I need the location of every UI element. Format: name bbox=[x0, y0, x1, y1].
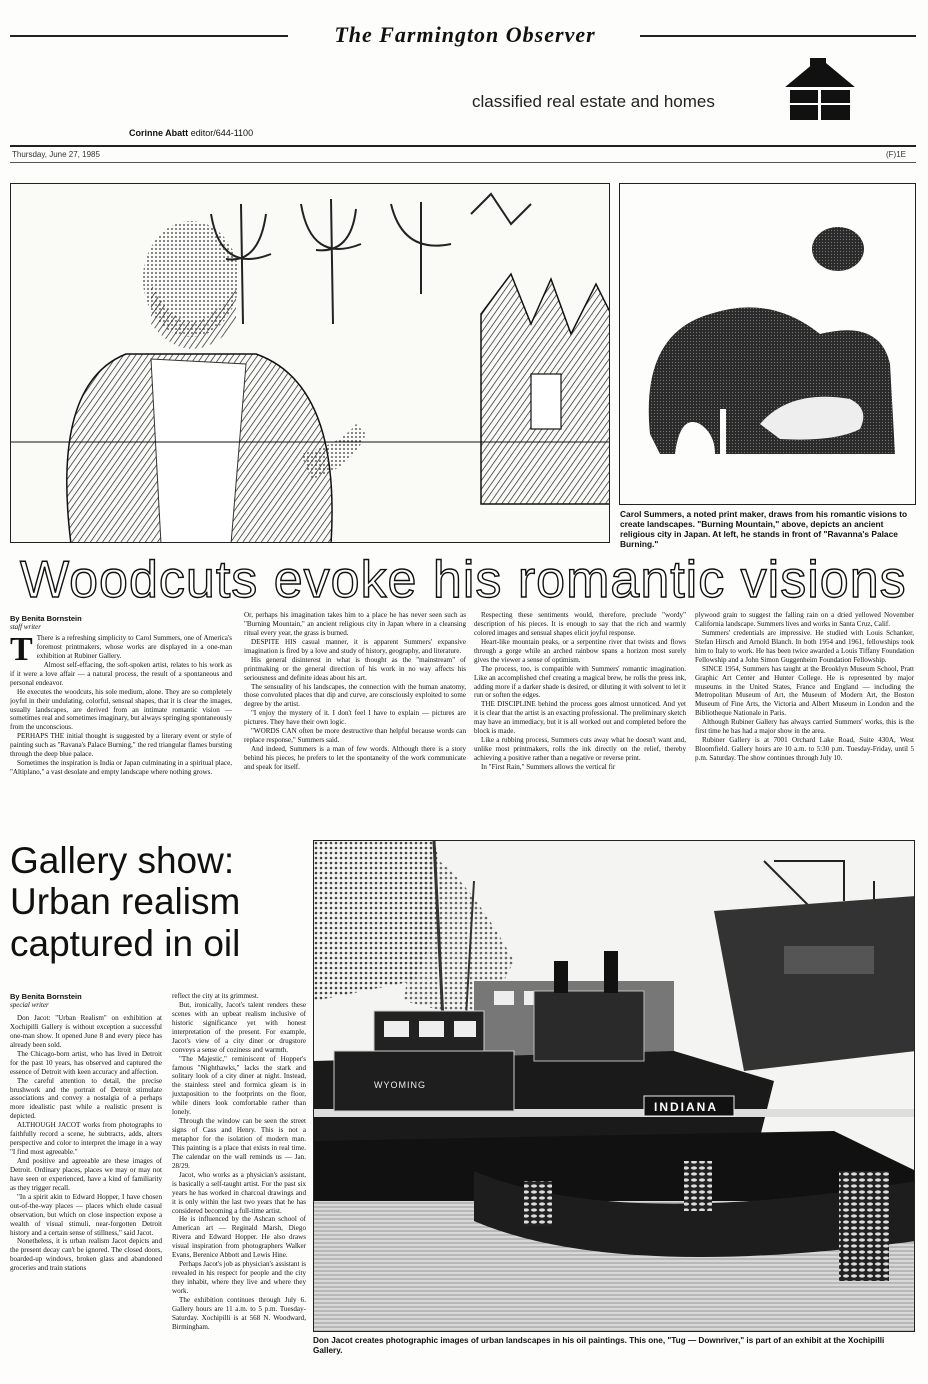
dateline-page: (F)1E bbox=[886, 150, 906, 159]
paragraph: Don Jacot: "Urban Realism" on exhibition at Xochipilli Gallery is without exception a successful one-man show. It opened June 8 and every piece has already been sold. bbox=[10, 1014, 162, 1049]
paragraph: reflect the city at its grimmest. bbox=[172, 992, 259, 1000]
paragraph: But, ironically, Jacot's talent renders these scenes with an upbeat realism inclusive of historic significance yet with honest interpretation of the present. For example, Jacot's view of a city diner or drugstore conveys a sense of coziness and warmth. bbox=[172, 1000, 306, 1054]
story1-headline: Woodcuts evoke his romantic visions bbox=[20, 551, 907, 609]
paragraph: Respecting these sentiments would, therefore, preclude "wordy" description of his pieces. It is enough to say that the rich and warmly colored images and sensual shapes elicit joyful response. bbox=[474, 611, 686, 637]
paragraph: Rubiner Gallery is at 7001 Orchard Lake Road, Suite 430A, West Bloomfield. Gallery hours are 10 a.m. to 5:30 p.m. Tuesday-Friday, until 5 p.m. Saturday. The show continues through July 10. bbox=[695, 736, 914, 762]
photo-caption-1: Carol Summers, a noted print maker, draws from his romantic visions to create landscapes. "Burning Mountain," above, depicts an ancient religious city in Japan. At left, he stands in front of "Ravanna's Palace Burning." bbox=[620, 509, 908, 549]
paragraph: THE DISCIPLINE behind the process goes almost unnoticed. And yet it is clear that the artist is an exacting professional. The preliminary sketch may have an immediacy, but it is all worked out and completed before the block is made. bbox=[474, 700, 686, 736]
paragraph: And positive and agreeable are these images of Detroit. Ordinary places, places we may or may not have seen or experienced, have a kind of familiarity as they trigger recall. bbox=[10, 1157, 162, 1192]
artist-photo bbox=[10, 183, 610, 543]
paragraph: "I enjoy the mystery of it. I don't feel I have to explain — pictures are pictures. They have their own logic. bbox=[244, 709, 466, 727]
paragraph: His general disinterest in what is thought as the "mainstream" of printmaking or the general direction of his work in no way affects his seriousness and definite ideas about his art. bbox=[244, 655, 466, 682]
paragraph: ALTHOUGH JACOT works from photographs to faithfully record a scene, he subtracts, adds, alters perspective and color to interpret the image in a way "I find most agreeable." bbox=[10, 1121, 162, 1157]
paragraph: DESPITE HIS casual manner, it is apparent Summers' expansive imagination is fired by a love and study of history, geography, and literature. bbox=[244, 637, 466, 655]
tugboat-painting bbox=[313, 840, 915, 1332]
paragraph: Heart-like mountain peaks, or a serpentine river that twists and flows through a gorge while an arched rainbow spans a horizon most surely gives the viewer a sense of optimism. bbox=[474, 637, 686, 664]
story2-byline: By Benita Bornstein bbox=[10, 992, 82, 1001]
masthead-title: The Farmington Observer bbox=[334, 22, 596, 47]
dropcap: T bbox=[10, 634, 33, 668]
editor-name: Corinne Abatt bbox=[129, 128, 189, 138]
burning-mountain-drawing bbox=[620, 184, 916, 505]
editor-contact: editor/644-1100 bbox=[190, 128, 254, 138]
section-rule bbox=[10, 145, 916, 147]
paragraph: Although Rubiner Gallery has always carried Summers' works, this is the first time he has had a major show in the area. bbox=[695, 718, 914, 736]
headline-line: captured in oil bbox=[10, 922, 241, 964]
paragraph: The careful attention to detail, the precise brushwork and the portrait of Detroit stimulate associations and convey a nostalgia of a perhaps more idealistic past while a realistic present is depicted. bbox=[10, 1076, 162, 1121]
paragraph: "WORDS CAN often be more destructive than helpful because words can replace response," Summers said. bbox=[244, 727, 466, 745]
house-icon bbox=[780, 52, 860, 124]
story1-column-4 bbox=[695, 611, 914, 839]
paragraph: Summers' credentials are impressive. He studied with Louis Schanker, Stefan Hirsch and Arnold Blanch. In both 1954 and 1961, fellowships took him to Italy to work. He has been twice awarded a Louis Tiffany Foundation Fellowship and a John Simon Guggenheim Foundation Fellowship. bbox=[695, 628, 914, 664]
paragraph: There is a refreshing simplicity to Carol Summers, one of America's foremost printmakers, whose works are displayed in a one-man exhibition at Rubiner Gallery. bbox=[36, 634, 232, 660]
paragraph: Sometimes the inspiration is India or Japan culminating in a spiritual place, "Altiplano," a vast desolate and empty landscape where nothing grows. bbox=[10, 759, 232, 777]
paragraph: Or, perhaps his imagination takes him to a place he has never seen such as "Burning Mountain," an ancient religious city in Japan where in a cleansing ritual every year, the grass is burned. bbox=[244, 611, 466, 637]
paragraph: "In a spirit akin to Edward Hopper, I have chosen out-of-the-way places — places which elude casual observation, but which on close inspection expose a wealth of visual stimuli, near-forgotten Detroit history and a certain sense of stillness," said Jacot. bbox=[10, 1192, 162, 1237]
story1-column-1 bbox=[10, 634, 232, 839]
story1-byline-block bbox=[10, 614, 230, 631]
paragraph: The exhibition continues through July 6. Gallery hours are 11 a.m. to 5 p.m. Tuesday-Saturday. Xochipilli is at 568 N. Woodward, Birmingham. bbox=[172, 1295, 306, 1331]
boat-name-indiana: INDIANA bbox=[654, 1100, 718, 1114]
story2-column-1 bbox=[10, 1014, 162, 1362]
burning-mountain-print bbox=[619, 183, 916, 505]
paragraph: The process, too, is compatible with Summers' romantic imagination. Like an accomplished chef creating a magical brew, he rolls the press ink, adding more if a darker shade is desired, or diluting it with solvent to let it run or soften the edges. bbox=[474, 664, 686, 700]
tugboat-painting-drawing bbox=[314, 841, 915, 1332]
paragraph: In "First Rain," Summers allows the vertical fir bbox=[481, 762, 616, 771]
paragraph: plywood grain to suggest the falling rain on a dried yellowed November California landscape. Summers lives and works in Santa Cruz, Calif. bbox=[695, 611, 914, 628]
story2-headline bbox=[10, 840, 310, 964]
dateline-date: Thursday, June 27, 1985 bbox=[12, 150, 100, 159]
editor-line bbox=[129, 128, 253, 138]
paragraph: Nonetheless, it is urban realism Jacot depicts and the present decay can't be ignored. The closed doors, boarded-up windows, broken glass and abandoned groceries and train stations bbox=[10, 1237, 162, 1273]
paragraph: Perhaps Jacot's job as physician's assistant is revealed in his respect for people and the city they inhabit, where they live and where they work. bbox=[172, 1260, 306, 1295]
paragraph: The sensuality of his landscapes, the connection with the human anatomy, those convoluted places that dip and curve, are consciously exploited to some degree by the artist. bbox=[244, 682, 466, 709]
paragraph: PERHAPS THE initial thought is suggested by a literary event or style of painting such as "Ravana's Palace Burning," the red triangular flames bursting through the deep blue palace. bbox=[10, 732, 232, 759]
headline-line: Urban realism bbox=[10, 881, 241, 923]
paragraph: He is influenced by the Ashcan school of American art — Reginald Marsh, Diego Rivera and Edward Hopper. He also draws visual inspiration from photographers Walker Evans, Berenice Abbott and Lewis Hine. bbox=[172, 1215, 306, 1260]
story1-column-3 bbox=[474, 611, 686, 839]
date-rule bbox=[10, 162, 916, 163]
paragraph: "The Majestic," reminiscent of Hopper's famous "Nighthawks," lacks the stark and solitary look of a city diner at night. Instead, the stainless steel and formica gleam is in juxtaposition to the footprints on the floor, while diners look comfortable rather than lonely. bbox=[172, 1054, 306, 1117]
boat-name-wyoming: WYOMING bbox=[374, 1080, 426, 1090]
photo-caption-2: Don Jacot creates photographic images of urban landscapes in his oil paintings. This one, "Tug — Downriver," is part of an exhibit at the Xochipilli Gallery. bbox=[313, 1336, 885, 1355]
story1-byline: By Benita Bornstein bbox=[10, 614, 82, 623]
masthead-rule-right bbox=[640, 35, 916, 37]
headline-line: Gallery show: bbox=[10, 840, 235, 881]
masthead-rule-left bbox=[10, 35, 288, 37]
story2-byline-block bbox=[10, 992, 170, 1009]
artist-photo-drawing bbox=[11, 184, 610, 543]
paragraph: Jacot, who works as a physician's assistant, is basically a self-taught artist. For the past six years he has worked in charcoal drawings and it is only within the last two years that he has considered becoming a full-time artist. bbox=[172, 1170, 306, 1215]
story2-role: special writer bbox=[10, 1001, 49, 1009]
paragraph: And indeed, Summers is a man of few words. Although there is a story behind his pieces, he prefers to let the spontaneity of the work communicate and speak for itself. bbox=[244, 745, 466, 771]
paragraph: SINCE 1954, Summers has taught at the Brooklyn Museum School, Pratt Graphic Art Center and Hunter College. He is represented by major museums in the United States, France and England — including the Metropolitan Museum of Art, the Museum of Modern Art, the Boston Museum of Fine Arts, the Victoria and Albert Museum in London and the Bibliotheque Nationale in Paris. bbox=[695, 664, 914, 718]
paragraph: Through the window can be seen the street signs of Cass and Henry. This is not a metaphor for the isolation of modern man. This painting is a place that exists in real time. The calendar on the wall reminds us — Jan. 28/29. bbox=[172, 1117, 306, 1170]
paragraph: The Chicago-born artist, who has lived in Detroit for the past 10 years, has observed and captured the essence of Detroit with keen accuracy and affection. bbox=[10, 1049, 162, 1076]
story2-column-2 bbox=[162, 992, 306, 1362]
section-title: classified real estate and homes bbox=[472, 92, 715, 111]
paragraph: Almost self-effacing, the soft-spoken artist, relates to his work as if it were a love affair — a natural process, the result of a spontaneous and personal endeavor. bbox=[10, 660, 232, 687]
paragraph: He executes the woodcuts, his sole medium, alone. They are so completely joyful in their undulating, colorful, sensual shapes, that it is clear the images, usually landscapes, are derived from an intimate romantic vision — sometimes real and sometimes imaginary, but always springing spontaneously from the unconscious. bbox=[10, 687, 232, 732]
story1-column-2 bbox=[244, 611, 466, 839]
paragraph: Like a rubbing process, Summers cuts away what he doesn't want and, unlike most printmakers, rolls the ink directly on the relief, thereby achieving a positive rather than a negative or reverse print. bbox=[474, 736, 686, 762]
story1-role: staff writer bbox=[10, 623, 41, 631]
